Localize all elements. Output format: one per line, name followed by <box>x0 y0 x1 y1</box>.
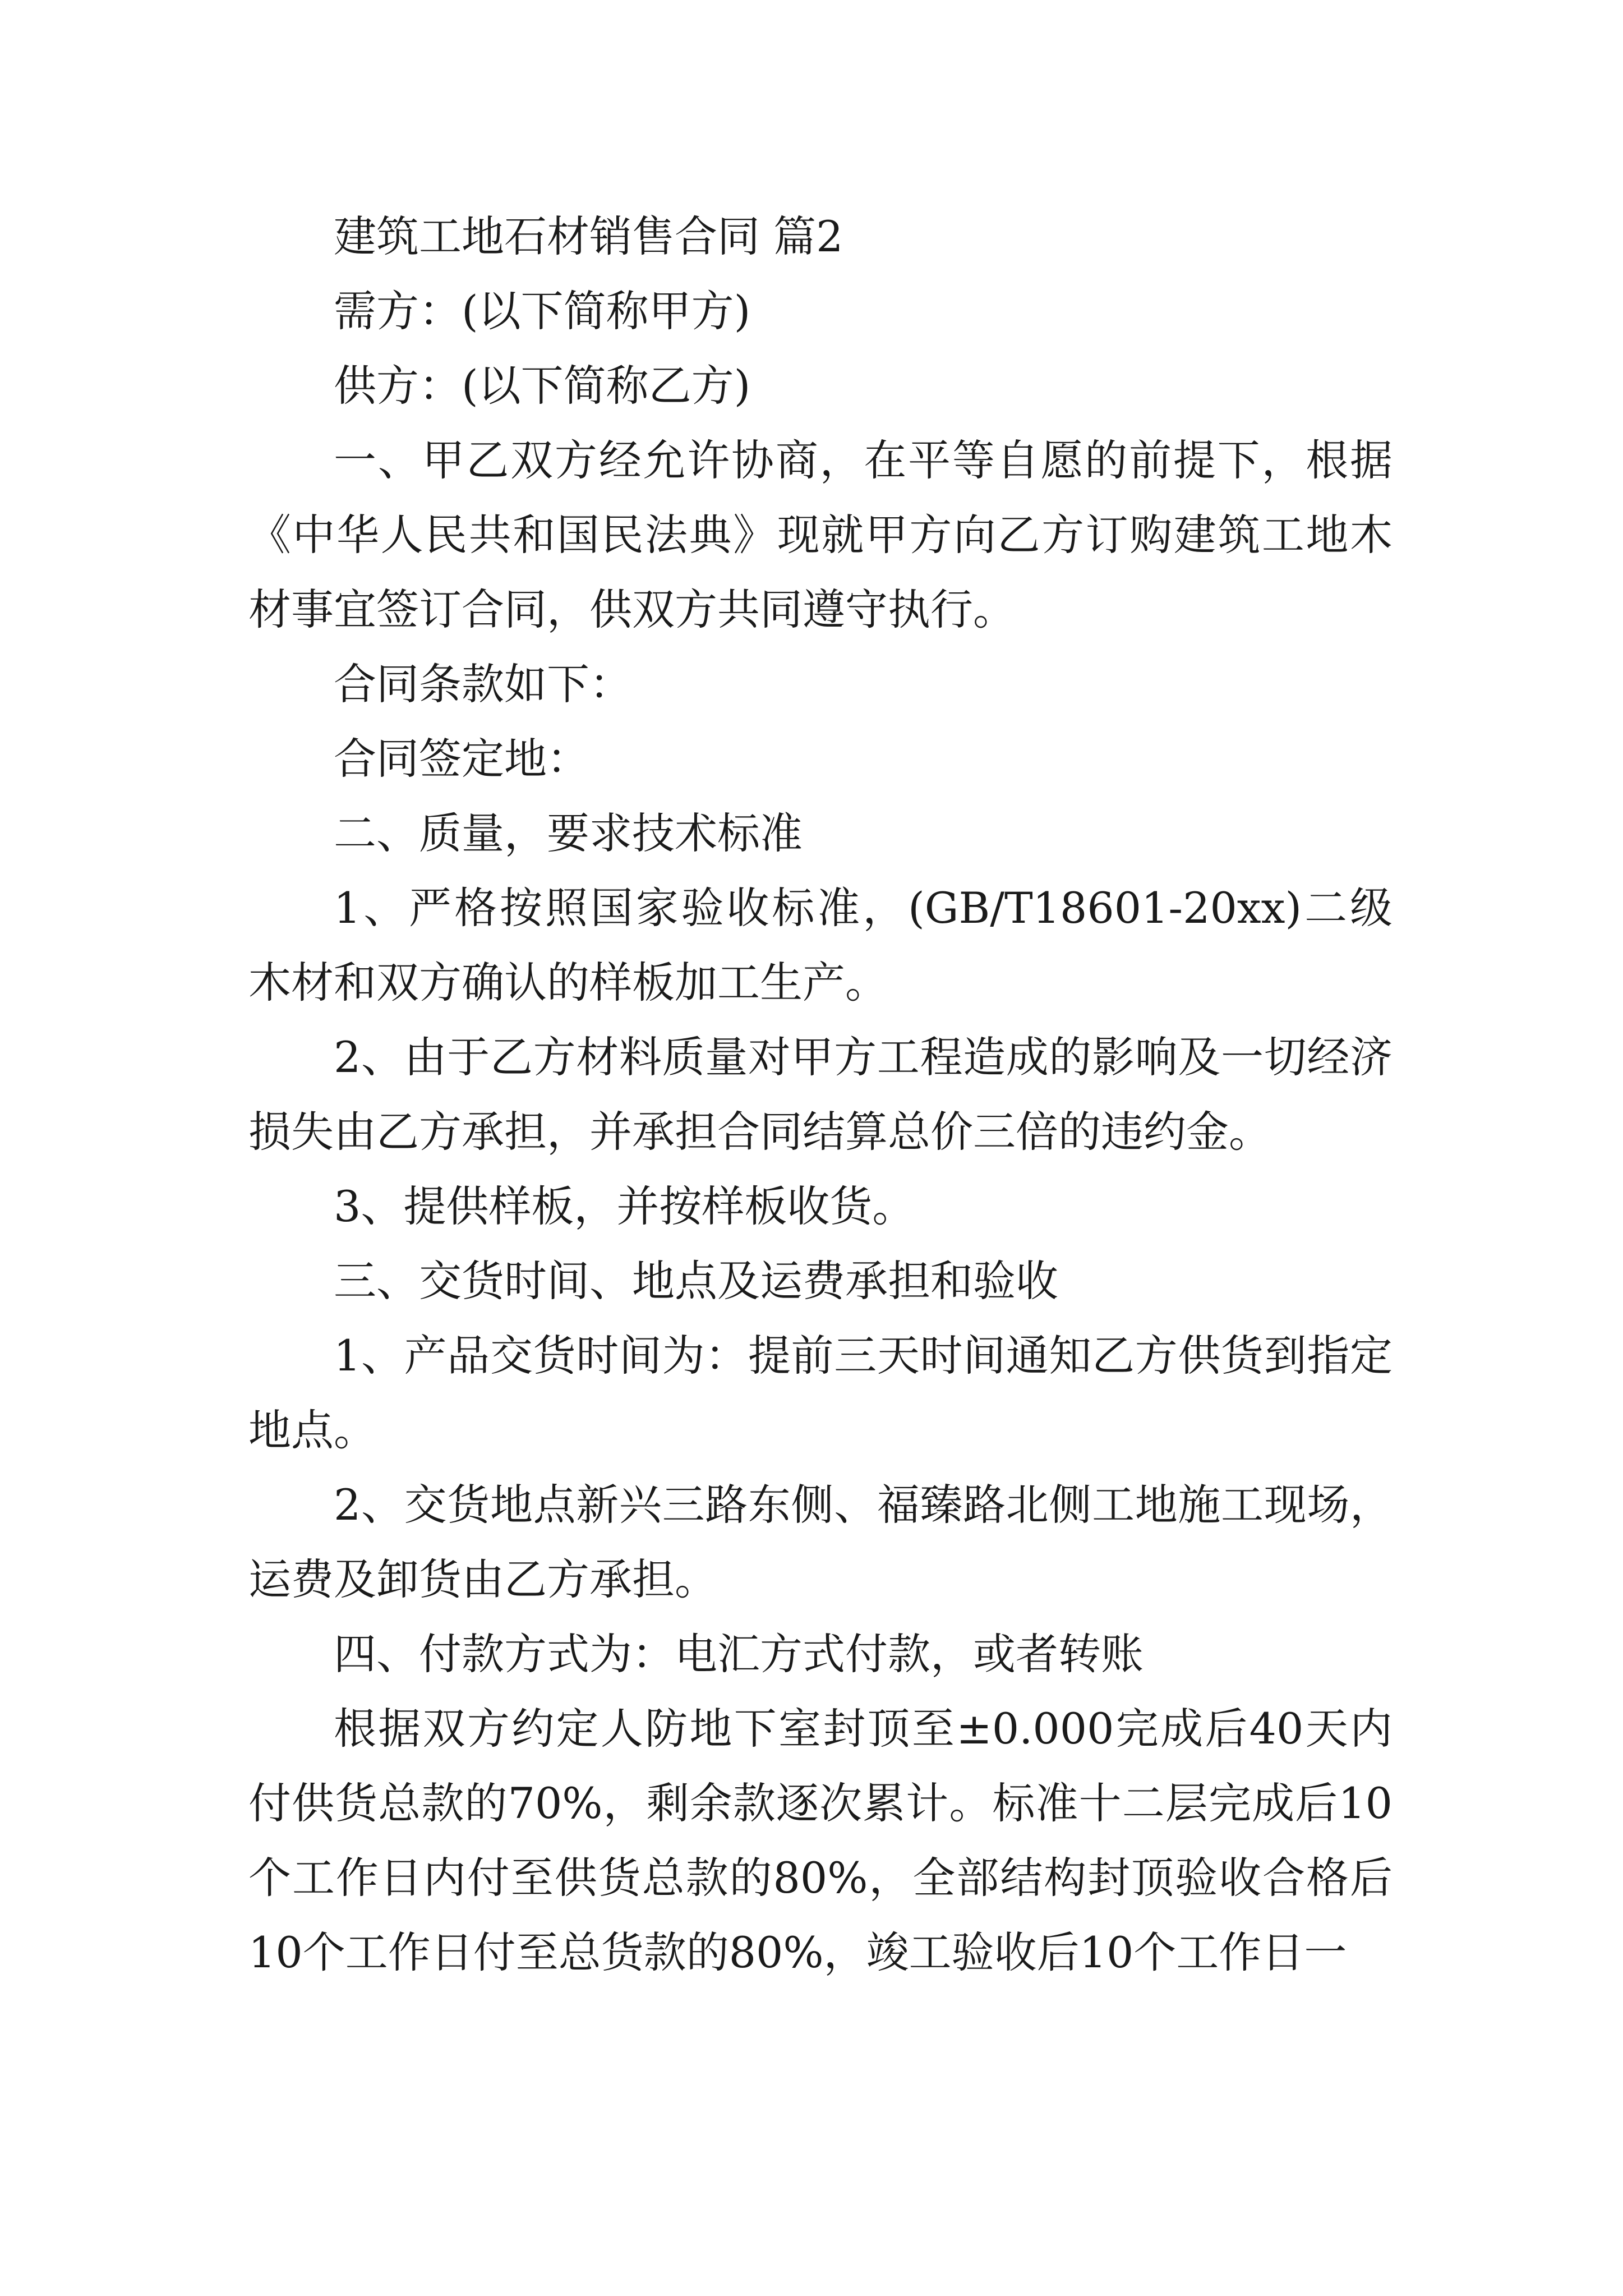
paragraph-clause-1: 一、甲乙双方经允许协商，在平等自愿的前提下，根据《中华人民共和国民法典》现就甲方向乙方订购建筑工地木材事宜签订合同，供双方共同遵守执行。 <box>248 435 1393 634</box>
paragraph-clause-2-1: 1、严格按照国家验收标准，(GB/T18601-20xx)二级木材和双方确认的样板加工生产。 <box>248 883 1393 1007</box>
paragraph-supplier: 供方：(以下简称乙方) <box>334 361 751 411</box>
paragraph-signing-place: 合同签定地： <box>334 734 589 784</box>
paragraph-terms-intro: 合同条款如下： <box>334 659 632 709</box>
paragraph-clause-4-heading: 四、付款方式为：电汇方式付款，或者转账 <box>334 1629 1144 1679</box>
paragraph-clause-2-heading: 二、质量，要求技术标准 <box>334 808 803 858</box>
paragraph-clause-2-3: 3、提供样板，并按样板收货。 <box>334 1181 915 1231</box>
paragraph-clause-3-2: 2、交货地点新兴三路东侧、福臻路北侧工地施工现场，运费及卸货由乙方承担。 <box>248 1480 1393 1604</box>
paragraph-clause-3-1: 1、产品交货时间为：提前三天时间通知乙方供货到指定地点。 <box>248 1331 1393 1455</box>
paragraph-buyer: 需方：(以下简称甲方) <box>334 286 751 336</box>
document-title: 建筑工地石材销售合同 篇2 <box>334 211 843 261</box>
paragraph-clause-4-body: 根据双方约定人防地下室封顶至±0.000完成后40天内付供货总款的70%，剩余款逐次累计。标准十二层完成后10个工作日内付至供货总款的80%，全部结构封顶验收合格后10个工作日付至总货款的80%，竣工验收后10个工作日一 <box>248 1704 1393 1977</box>
paragraph-clause-2-2: 2、由于乙方材料质量对甲方工程造成的影响及一切经济损失由乙方承担，并承担合同结算总价三倍的违约金。 <box>248 1032 1393 1157</box>
document-body <box>248 199 1393 1990</box>
paragraph-clause-3-heading: 三、交货时间、地点及运费承担和验收 <box>334 1256 1058 1306</box>
